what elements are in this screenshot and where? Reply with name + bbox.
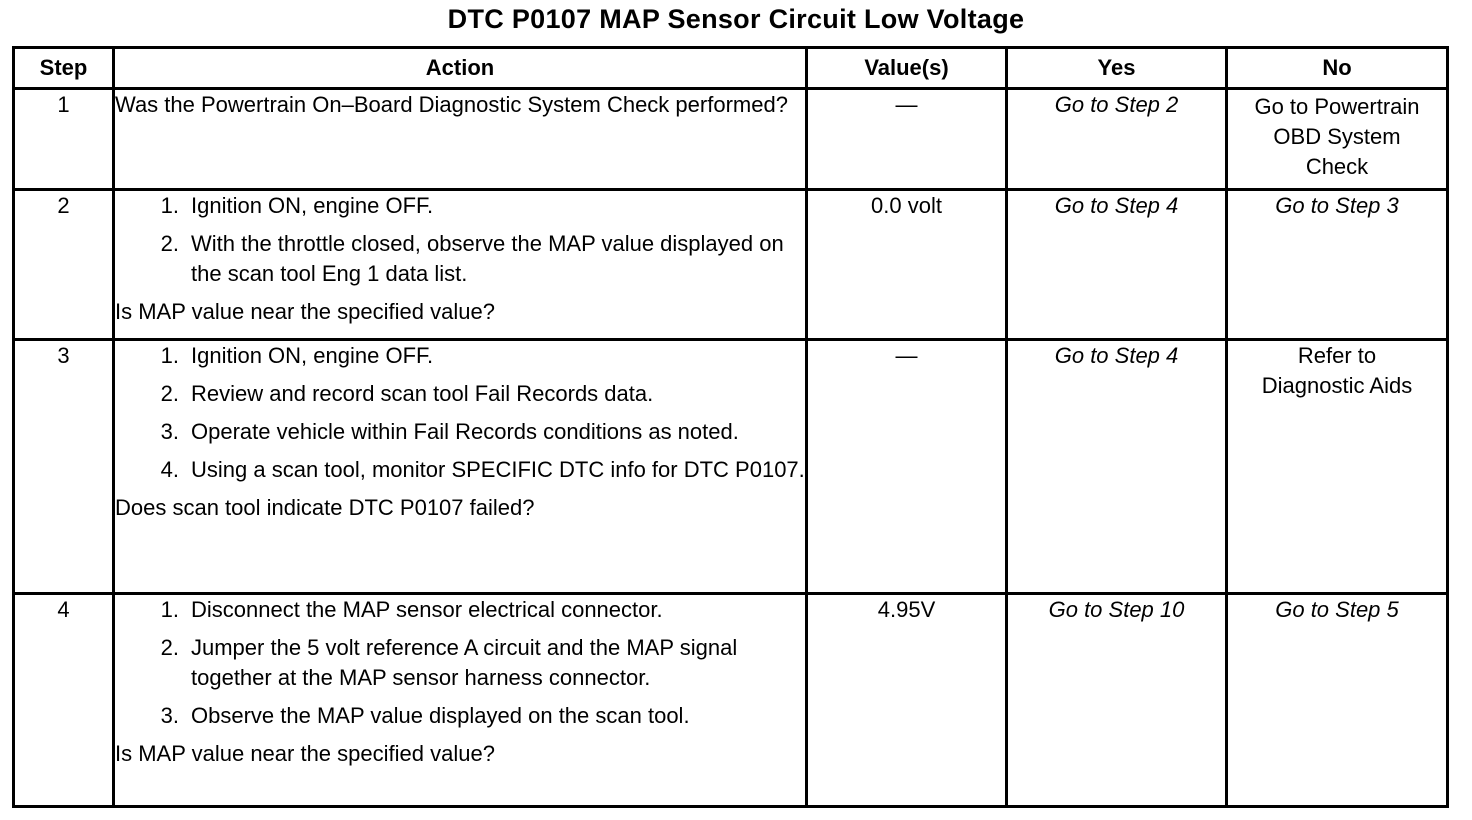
- action-step-item: [115, 191, 805, 221]
- action-step-number: 2.: [160, 381, 179, 406]
- value-cell: 4.95V: [807, 594, 1007, 807]
- action-step-item: [115, 595, 805, 625]
- action-question: Is MAP value near the specified value?: [115, 299, 495, 324]
- action-cell: [114, 89, 807, 190]
- no-outcome-line: Go to Powertrain: [1254, 94, 1420, 119]
- yes-outcome: Go to Step 2: [1007, 89, 1227, 190]
- action-step-number: 1.: [160, 193, 179, 218]
- action-steps-list: [115, 595, 805, 731]
- value-cell: —: [807, 340, 1007, 594]
- value-cell: —: [807, 89, 1007, 190]
- header-step: Step: [14, 48, 114, 89]
- yes-outcome: Go to Step 4: [1007, 190, 1227, 340]
- action-step-text: With the throttle closed, observe the MAP value displayed on the scan tool Eng 1 data list.: [191, 231, 784, 286]
- table-body: [14, 89, 1448, 807]
- no-outcome-line: OBD System: [1273, 124, 1401, 149]
- action-cell: [114, 594, 807, 807]
- no-outcome-line: Refer to: [1297, 343, 1377, 368]
- action-steps-list: [115, 191, 805, 289]
- no-outcome: [1227, 340, 1448, 594]
- action-step-text: Jumper the 5 volt reference A circuit and the MAP signal together at the MAP sensor harness connector.: [191, 635, 738, 690]
- header-value: Value(s): [807, 48, 1007, 89]
- action-step-text: Operate vehicle within Fail Records conditions as noted.: [191, 419, 739, 444]
- action-cell: [114, 190, 807, 340]
- header-yes: Yes: [1007, 48, 1227, 89]
- action-intro: Was the Powertrain On–Board Diagnostic System Check performed?: [115, 92, 788, 117]
- action-step-item: [115, 701, 805, 731]
- action-step-text: Ignition ON, engine OFF.: [191, 193, 434, 218]
- action-step-number: 1.: [160, 597, 179, 622]
- action-step-text: Observe the MAP value displayed on the scan tool.: [191, 703, 690, 728]
- table-row: [14, 89, 1448, 190]
- action-step-number: 3.: [160, 703, 179, 728]
- no-outcome-line: Check: [1305, 154, 1369, 179]
- no-outcome: [1227, 89, 1448, 190]
- action-step-text: Ignition ON, engine OFF.: [191, 343, 434, 368]
- action-step-text: Review and record scan tool Fail Records data.: [191, 381, 654, 406]
- action-step-number: 3.: [160, 419, 179, 444]
- table-row: [14, 594, 1448, 807]
- action-step-item: [115, 417, 805, 447]
- action-question: Does scan tool indicate DTC P0107 failed?: [115, 495, 535, 520]
- yes-outcome: Go to Step 10: [1007, 594, 1227, 807]
- no-outcome-line: Diagnostic Aids: [1261, 373, 1413, 398]
- action-step-number: 2.: [160, 231, 179, 256]
- header-no: No: [1227, 48, 1448, 89]
- action-step-text: Using a scan tool, monitor SPECIFIC DTC info for DTC P0107.: [191, 457, 805, 482]
- action-step-item: [115, 455, 805, 485]
- header-action: Action: [114, 48, 807, 89]
- action-steps-list: [115, 341, 805, 485]
- step-number: 2: [14, 190, 114, 340]
- action-step-item: [115, 341, 805, 371]
- action-step-item: [115, 229, 805, 289]
- action-step-item: [115, 633, 805, 693]
- page-title: DTC P0107 MAP Sensor Circuit Low Voltage: [447, 4, 1025, 34]
- action-step-number: 2.: [160, 635, 179, 660]
- table-row: [14, 190, 1448, 340]
- action-question: Is MAP value near the specified value?: [115, 741, 495, 766]
- action-step-number: 4.: [160, 457, 179, 482]
- value-cell: 0.0 volt: [807, 190, 1007, 340]
- no-outcome: [1227, 594, 1448, 807]
- action-cell: [114, 340, 807, 594]
- table-row: [14, 340, 1448, 594]
- no-outcome-line: Go to Step 3: [1275, 193, 1399, 218]
- action-step-item: [115, 379, 805, 409]
- table-header-row: [14, 48, 1448, 89]
- action-step-number: 1.: [160, 343, 179, 368]
- yes-outcome: Go to Step 4: [1007, 340, 1227, 594]
- no-outcome-line: Go to Step 5: [1275, 597, 1399, 622]
- step-number: 3: [14, 340, 114, 594]
- diagnostic-table: [12, 46, 1449, 808]
- no-outcome: [1227, 190, 1448, 340]
- step-number: 4: [14, 594, 114, 807]
- action-step-text: Disconnect the MAP sensor electrical connector.: [191, 597, 663, 622]
- step-number: 1: [14, 89, 114, 190]
